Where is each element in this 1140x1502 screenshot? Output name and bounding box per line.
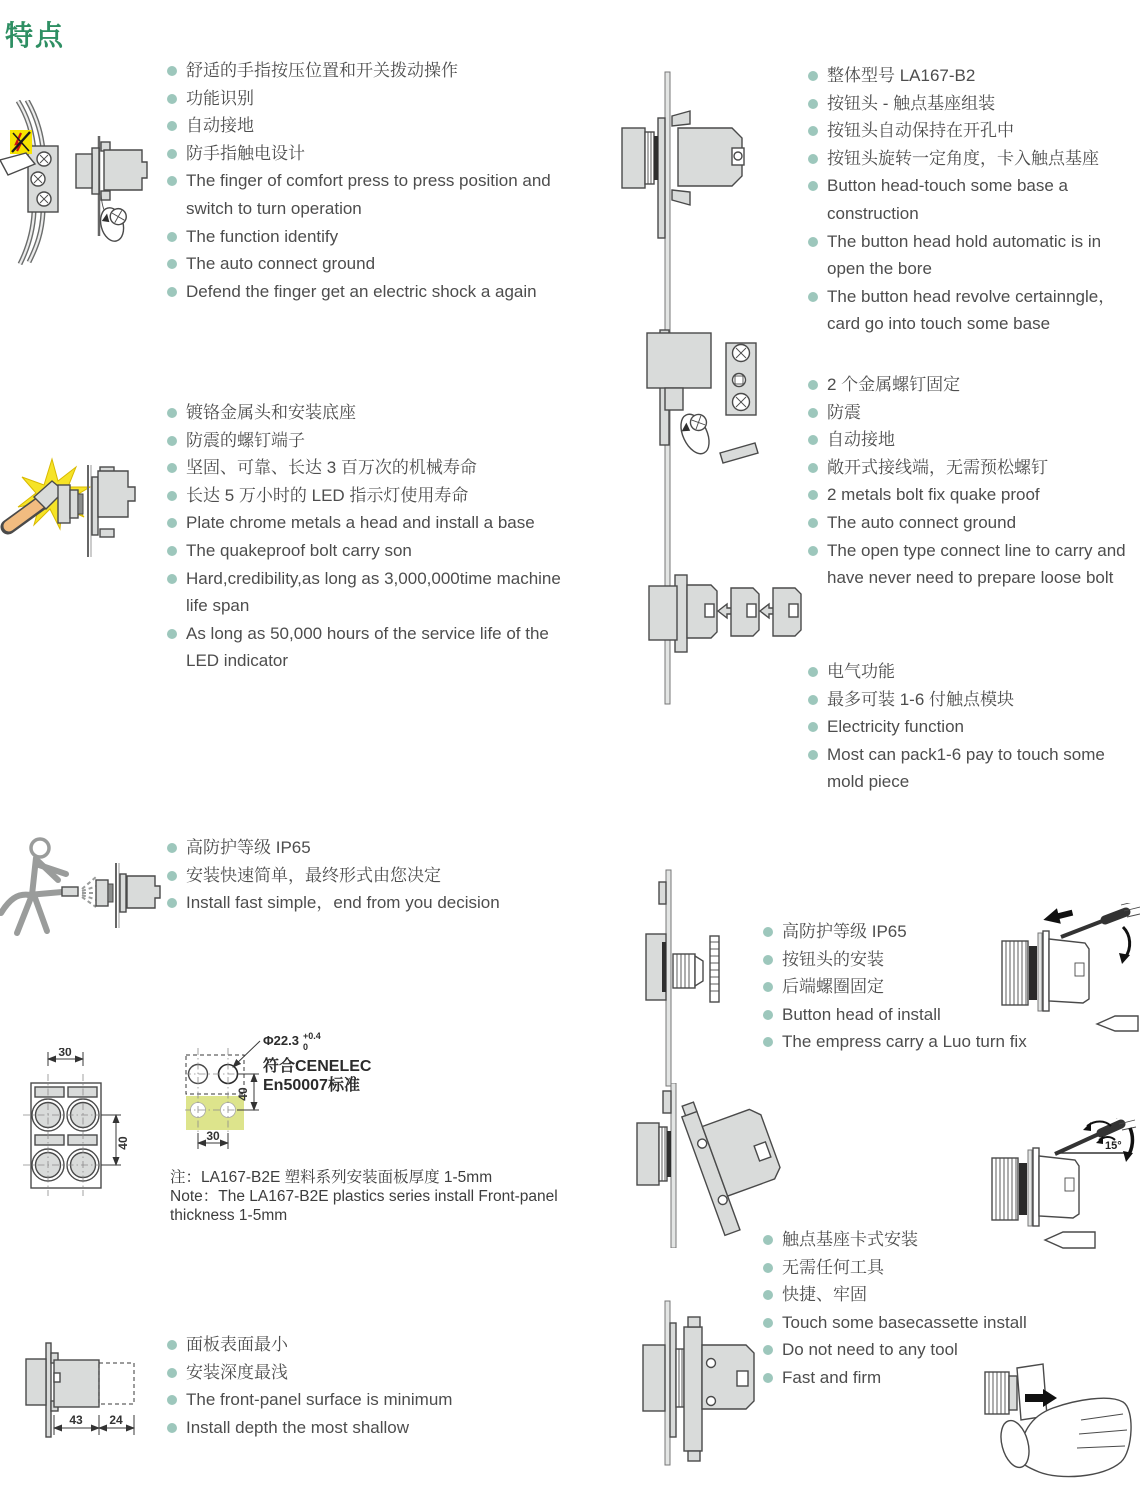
list-item [808,90,1126,118]
list-item [808,509,1126,537]
list-item [808,537,1126,592]
bullet-icon [808,667,818,677]
bullet-icon [167,546,177,556]
water-spray-ip65-illustration [0,833,165,953]
lock-ring-shape [710,936,719,1002]
item-text: Install depth the most shallow [186,1417,410,1437]
bullet-icon [808,518,818,528]
bullet-icon [167,1423,177,1433]
item-text: 坚固、可靠、长达 3 百万次的机械寿命 [186,458,477,478]
list-item [808,686,1126,714]
item-text: 镀铬金属头和安装底座 [186,403,356,422]
item-text: 高防护等级 IP65 [186,838,311,857]
note-line-zh: 注：LA167-B2E 塑料系列安装面板厚度 1-5mm [170,1169,493,1186]
bullet-icon [763,1037,773,1047]
bullet-icon [167,121,177,131]
item-text: Fast and firm [782,1367,882,1387]
feature-list-panel-depth [167,1331,567,1441]
list-item [808,658,1126,686]
item-text: The finger of comfort press to press position and switch to turn operation [186,171,551,218]
list-item [167,112,552,140]
list-item [167,620,567,675]
bullet-icon [167,843,177,853]
list-item [167,1331,567,1359]
bullet-icon [763,1263,773,1273]
list-item [167,427,567,455]
item-text: The auto connect ground [186,254,376,274]
bullet-icon [167,149,177,159]
front-depth-dim-label: 43 [69,1413,83,1427]
list-item [808,399,1126,427]
list-item [167,85,552,113]
feature-list-durability [167,399,567,675]
item-text: 2 metals bolt fix quake proof [827,485,1040,505]
bullet-icon [167,1395,177,1405]
side-profile-dimension-drawing [10,1335,150,1445]
bullet-icon [167,1368,177,1378]
list-item [167,57,552,85]
person-head [31,839,49,857]
item-text: The quakeproof bolt carry son [186,540,412,560]
hole-diameter-label: Φ22.3 [263,1033,299,1048]
item-text: Touch some basecassette install [782,1312,1027,1332]
item-text: Hard,credibility,as long as 3,000,000time machine life span [186,568,561,616]
list-item [808,713,1126,741]
item-text: Defend the finger get an electric shock a again [186,281,537,301]
item-text: Do not need to any tool [782,1340,958,1360]
list-item [808,228,1126,283]
list-item [167,565,567,620]
item-text: 最多可装 1-6 付触点模块 [827,689,1015,709]
list-item [808,741,1126,796]
bullet-icon [808,463,818,473]
item-text: The function identify [186,226,339,246]
item-text: 舒适的手指按压位置和开关拨动操作 [186,61,458,80]
item-text: The button head hold automatic is in open the bore [827,231,1102,279]
list-item [167,509,567,537]
list-item [167,482,567,510]
template-width-dim-label: 30 [206,1129,220,1143]
bullet-icon [763,955,773,965]
item-text: 防手指触电设计 [186,143,305,163]
bullet-icon [808,490,818,500]
item-text: The front-panel surface is minimum [186,1390,453,1410]
item-text: 自动接地 [827,430,895,450]
rotation-angle-label: 15° [1105,1140,1122,1152]
bullet-icon [763,1010,773,1020]
finger-protection-illustration [0,100,160,265]
bullet-icon [167,518,177,528]
list-item [167,250,552,278]
item-text: 安装快速简单，最终形式由您决定 [186,865,441,885]
item-text: 快捷、牢固 [782,1285,867,1305]
feature-list-operation [167,57,552,305]
item-text: The button head revolve certainngle，card go into touch some base [827,286,1116,334]
list-item [808,426,1126,454]
list-item [808,172,1126,227]
mounting-note [170,1168,590,1225]
bullet-icon [167,491,177,501]
item-text: 按钮头旋转一定角度，卡入触点基座 [827,148,1099,168]
bullet-icon [808,722,818,732]
base-clip-mounting-illustration [615,1083,805,1248]
list-item [808,117,1126,145]
cluster-height-dim-label: 40 [116,1136,130,1150]
head-base-assembly-exploded-illustration [608,58,808,708]
item-text: 防震 [827,402,861,422]
list-item [808,62,1126,90]
bullet-icon [167,408,177,418]
bullet-icon [167,871,177,881]
item-text: 无需任何工具 [782,1257,884,1277]
screwdriver-release-illustration [985,903,1140,1043]
item-text: As long as 50,000 hours of the service life of the LED indicator [186,623,549,671]
list-item [763,1226,1123,1254]
bullet-icon [167,463,177,473]
bullet-icon [763,927,773,937]
hammer-durability-illustration [0,455,150,590]
bullet-icon [167,94,177,104]
item-text: 高防护等级 IP65 [782,922,907,941]
template-height-dim-label: 40 [236,1087,250,1101]
bullet-icon [167,259,177,269]
assembled-switch-illustration [615,1293,805,1478]
item-text: Button head-touch some base a construction [827,176,1068,223]
item-text: 按钮头的安装 [782,949,884,969]
bullet-icon [167,898,177,908]
contact-module-shape [1017,1364,1047,1420]
hose-nozzle [62,887,78,896]
rear-depth-dim-label: 24 [109,1413,123,1427]
no-touch-warning-icon [10,130,32,154]
release-direction-arrow [1041,905,1074,928]
feature-list-assembly [808,62,1126,338]
item-text: 面板表面最小 [186,1335,288,1354]
bullet-icon [167,287,177,297]
bullet-icon [808,154,818,164]
list-item [808,454,1126,482]
note-line-en2: thickness 1-5mm [170,1207,288,1224]
list-item [167,834,587,862]
bullet-icon [167,629,177,639]
item-text: Button head of install [782,1004,941,1024]
bullet-icon [167,232,177,242]
standard-text-line2: En50007标准 [263,1077,360,1094]
bullet-icon [808,435,818,445]
list-item [167,1359,567,1387]
list-item [763,1281,1123,1309]
bullet-icon [808,292,818,302]
hole-tolerance-lower: 0 [303,1042,309,1052]
list-item [167,889,587,917]
bullet-icon [167,1340,177,1350]
item-text: 长达 5 万小时的 LED 指示灯使用寿命 [186,485,469,505]
item-text: Plate chrome metals a head and install a base [186,513,535,533]
item-text: 按钮头 - 触点基座组装 [827,93,996,113]
bullet-icon [808,408,818,418]
list-item [167,1414,567,1442]
item-text: 2 个金属螺钉固定 [827,375,961,394]
feature-list-electrical [808,658,1126,796]
list-item [167,454,567,482]
screwdriver-blade-shape [720,443,758,463]
bullet-icon [808,695,818,705]
feature-list-ip65 [167,834,587,917]
bullet-icon [808,71,818,81]
list-item [763,1254,1123,1282]
item-text: Electricity function [827,717,964,737]
panel-ring-mount-illustration [610,862,740,1092]
feature-list-terminals [808,371,1126,592]
standard-text-line1: 符合CENELEC [263,1058,372,1075]
item-text: 电气功能 [827,662,895,681]
list-item [167,1386,567,1414]
item-text: The empress carry a Luo turn fix [782,1032,1027,1052]
item-text: Install fast simple，end from you decision [186,893,500,913]
bullet-icon [167,436,177,446]
bullet-icon [167,66,177,76]
item-text: 整体型号 LA167-B2 [827,66,976,85]
note-line-en1: Note：The LA167-B2E plastics series install Front-panel [170,1188,558,1205]
bullet-icon [808,99,818,109]
bullet-icon [763,982,773,992]
list-item [167,140,552,168]
bullet-icon [167,176,177,186]
list-item [167,167,552,222]
mounting-hole-template-drawing [185,1030,435,1165]
flat-blade-icon [1097,1016,1138,1031]
hand-install-module-illustration [963,1358,1140,1493]
list-item [808,145,1126,173]
bullet-icon [808,546,818,556]
list-item [808,371,1126,399]
item-text: 安装深度最浅 [186,1362,288,1382]
list-item [763,1309,1123,1337]
list-item [167,278,552,306]
item-text: 敞开式接线端，无需预松螺钉 [827,457,1048,477]
cluster-width-dim-label: 30 [58,1048,72,1059]
item-text: The auto connect ground [827,512,1017,532]
item-text: 防震的螺钉端子 [186,430,305,450]
button-cluster-dimension-drawing [15,1048,145,1198]
bullet-icon [763,1235,773,1245]
list-item [808,283,1126,338]
bullet-icon [808,750,818,760]
item-text: 自动接地 [186,116,254,136]
hole-tolerance-upper: +0.4 [303,1031,321,1041]
item-text: Most can pack1-6 pay to touch some mold piece [827,744,1105,792]
item-text: 后端螺圈固定 [782,977,884,997]
item-text: The open type connect line to carry and have never need to prepare loose bolt [827,540,1126,588]
list-item [167,399,567,427]
list-item [167,537,567,565]
bullet-icon [808,126,818,136]
item-text: 按钮头自动保持在开孔中 [827,121,1014,141]
list-item [808,481,1126,509]
bullet-icon [167,574,177,584]
bullet-icon [808,237,818,247]
bullet-icon [808,380,818,390]
list-item [167,862,587,890]
item-text: 触点基座卡式安装 [782,1230,918,1249]
item-text: 功能识别 [186,88,254,108]
bullet-icon [808,181,818,191]
list-item [167,223,552,251]
page-title: 特点 [5,20,66,51]
